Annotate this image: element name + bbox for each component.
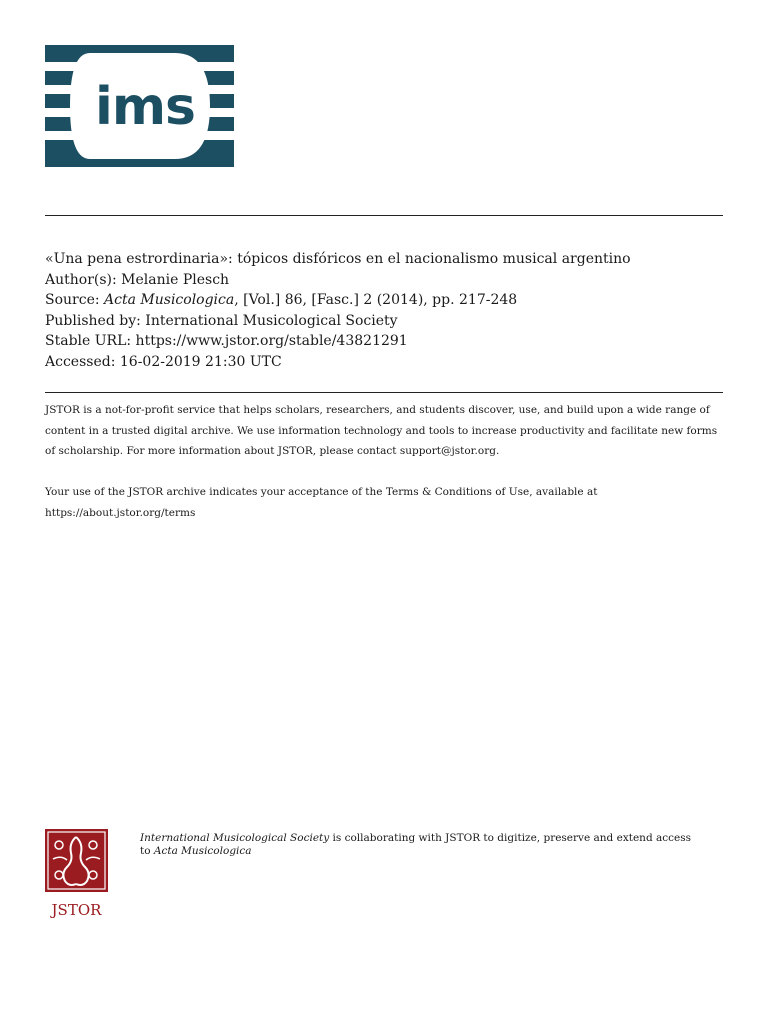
notice-paragraph-2: Your use of the JSTOR archive indicates your acceptance of the Terms & Conditions of Use, available at https://about.jstor.org/terms [45,486,598,519]
top-divider [45,215,723,216]
publisher-line [45,311,725,332]
article-title: «Una pena estrordinaria»: tópicos disfóricos en el nacionalismo musical argentino [45,251,631,267]
jstor-notice [45,400,725,523]
source-details: , [Vol.] 86, [Fasc.] 2 (2014), pp. 217-248 [234,292,518,309]
accessed-line [45,352,725,373]
source-line [45,290,725,311]
collab-middle: is collaborating with JSTOR to digitize, preserve and extend access to [140,832,692,857]
citation-block [45,249,725,373]
author-label: Author(s): [45,271,117,288]
collab-journal: Acta Musicologica [153,845,252,857]
collaboration-statement [140,832,700,858]
jstor-logo [45,829,108,919]
accessed-date: 16-02-2019 21:30 UTC [119,353,282,370]
accessed-label: Accessed: [45,353,116,370]
stable-url-link[interactable]: https://www.jstor.org/stable/43821291 [135,333,408,350]
publisher-name: International Musicological Society [145,312,398,329]
author-line [45,270,725,291]
publisher-label: Published by: [45,312,141,329]
jstor-wordmark: JSTOR [51,901,102,919]
author-name: Melanie Plesch [121,271,230,288]
ims-logo [45,45,234,167]
source-label: Source: [45,292,100,309]
journal-name: Acta Musicologica [104,292,235,309]
ims-logo-text: ims [95,77,195,137]
url-label: Stable URL: [45,333,132,350]
url-line [45,331,725,352]
middle-divider [45,392,723,393]
notice-paragraph-1: JSTOR is a not-for-profit service that helps scholars, researchers, and students discover, use, and build upon a wide range of content in a trusted digital archive. We use information technology and tools to increase productivity and facilitate new forms of scholarship. For more information about JSTOR, please contact support@jstor.org. [45,404,718,457]
collab-org: International Musicological Society [140,832,330,844]
